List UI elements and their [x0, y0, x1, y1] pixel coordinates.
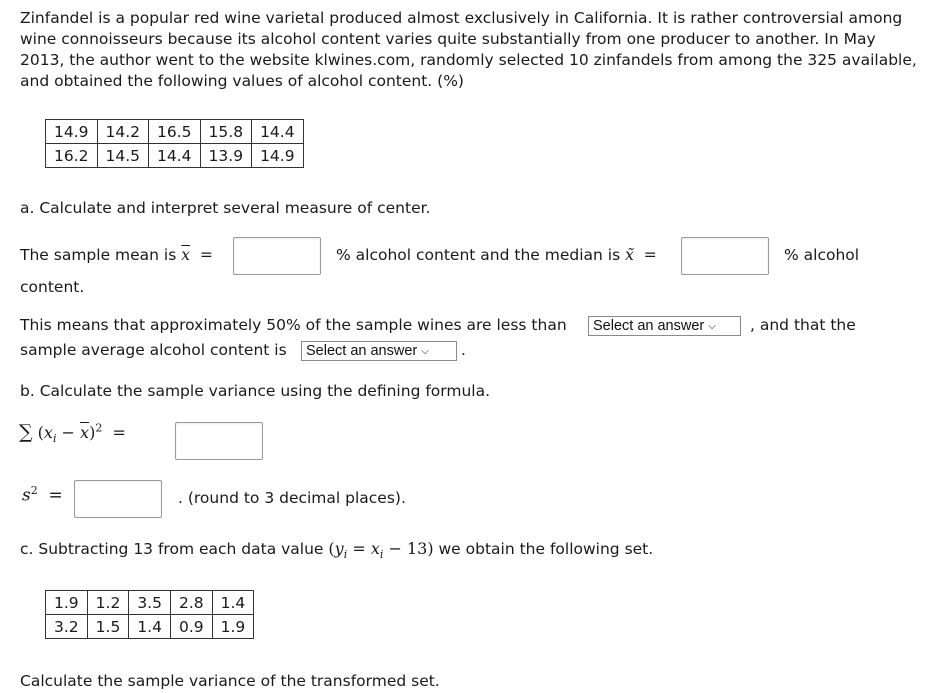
table-row: [46, 144, 304, 168]
table-cell: 3.5: [129, 591, 171, 615]
table-row: [46, 615, 254, 639]
table-cell: 16.5: [149, 120, 201, 144]
part-a-heading: a. Calculate and interpret several measure of center.: [20, 199, 431, 217]
variance-symbol: $s^2$ =: [22, 484, 63, 506]
chevron-down-icon: ⌵: [421, 346, 429, 357]
problem-intro: Zinfandel is a popular red wine varietal produced almost exclusively in California. It is rather controversial among wine connoisseurs because its alcohol content varies quite substantially from one producer to another. In May 2013, the author went to the website klwines.com, randomly selected 10 zinfandels from among the 325 available, and obtained the following values of alcohol content. (%): [20, 9, 917, 90]
table-row: [46, 591, 254, 615]
and-that-text: , and that the: [750, 316, 856, 334]
table-cell: 0.9: [170, 615, 212, 639]
table-cell: 13.9: [200, 144, 252, 168]
median-interpretation-select[interactable]: Select an answer ⌵: [588, 316, 741, 336]
mean-suffix: % alcohol content and the median is x̃ =: [336, 246, 657, 264]
table-cell: 14.2: [97, 120, 149, 144]
table-cell: 1.9: [46, 591, 88, 615]
part-b-heading: b. Calculate the sample variance using the defining formula.: [20, 382, 491, 400]
sample-average-text: sample average alcohol content is: [20, 341, 287, 359]
sum-formula: ∑ $(x_i - \overline{x})^2$ =: [19, 421, 126, 446]
next-question-partial: Calculate the sample variance of the transformed set.: [20, 672, 440, 690]
table-cell: 16.2: [46, 144, 98, 168]
table-cell: 14.5: [97, 144, 149, 168]
median-symbol: x̃: [625, 246, 634, 264]
table-cell: 14.9: [252, 144, 304, 168]
period: .: [461, 341, 466, 359]
table-cell: 14.4: [149, 144, 201, 168]
content-word: content.: [20, 278, 85, 296]
mean-symbol: $\overline{x}$: [181, 246, 190, 264]
median-answer-input[interactable]: [681, 237, 769, 275]
mean-interpretation-select[interactable]: Select an answer ⌵: [301, 341, 457, 361]
sum-squares-input[interactable]: [175, 422, 263, 460]
table-cell: 14.9: [46, 120, 98, 144]
alcohol-data-table: [45, 119, 304, 168]
table-cell: 15.8: [200, 120, 252, 144]
chevron-down-icon: ⌵: [708, 321, 716, 332]
table-cell: 1.4: [129, 615, 171, 639]
round-note: . (round to 3 decimal places).: [178, 489, 406, 507]
table-cell: 1.5: [87, 615, 129, 639]
table-cell: 1.4: [212, 591, 254, 615]
mean-prefix: The sample mean is $\overline{x}$ =: [20, 246, 213, 264]
median-suffix: % alcohol: [784, 246, 860, 264]
interpret-prefix: This means that approximately 50% of the sample wines are less than: [20, 316, 567, 334]
table-cell: 14.4: [252, 120, 304, 144]
table-cell: 1.9: [212, 615, 254, 639]
mean-answer-input[interactable]: [233, 237, 321, 275]
table-cell: 1.2: [87, 591, 129, 615]
table-cell: 3.2: [46, 615, 88, 639]
table-cell: 2.8: [170, 591, 212, 615]
variance-input[interactable]: [74, 480, 162, 518]
table-row: [46, 120, 304, 144]
transformed-data-table: [45, 590, 254, 639]
part-c-heading: c. Subtracting 13 from each data value $(y_i = x_i - 13)$ we obtain the following set.: [20, 539, 654, 562]
